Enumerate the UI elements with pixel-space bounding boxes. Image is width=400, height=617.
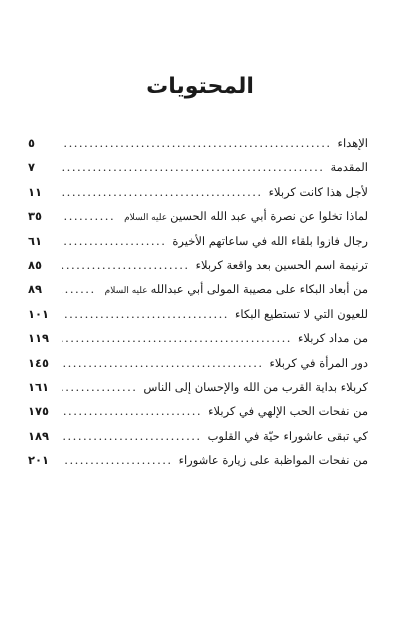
toc-entry[interactable] (28, 258, 368, 282)
toc-entry-title: لأجل هذا كانت كربلاء (268, 184, 368, 199)
honorific-symbol: عليه السلام (104, 286, 148, 297)
toc-entry-page: ٥ (28, 136, 36, 150)
toc-entry-title: الإهداء (337, 136, 368, 150)
toc-entry-title: كربلاء بداية القرب من الله والإحسان إلى الناس (143, 379, 368, 394)
table-of-contents (28, 136, 368, 477)
toc-entry-page: ١٧٥ (28, 404, 50, 419)
toc-entry[interactable] (28, 234, 368, 258)
honorific-symbol: عليه السلام (124, 213, 168, 224)
dot-leader (62, 356, 264, 370)
toc-entry-title (121, 209, 368, 223)
toc-entry[interactable] (28, 282, 368, 306)
toc-entry[interactable] (28, 356, 368, 380)
toc-entry-title: من نفحات المواظبة على زيارة عاشوراء (178, 453, 368, 468)
toc-entry[interactable] (28, 404, 368, 428)
dot-leader (62, 331, 292, 345)
toc-entry-title: للعيون التي لا تستطيع البكاء (234, 306, 368, 321)
toc-entry-page: ١١ (28, 184, 43, 199)
toc-entry-page: ٣٥ (28, 209, 43, 224)
dot-leader (62, 258, 190, 272)
dot-leader (62, 429, 202, 443)
toc-entry-page: ١١٩ (28, 331, 50, 346)
toc-entry[interactable] (28, 160, 368, 184)
toc-entry-page: ٨٥ (28, 257, 43, 272)
toc-entry-title: ترنيمة اسم الحسين بعد واقعة كربلاء (195, 257, 368, 272)
toc-entry[interactable] (28, 453, 368, 477)
page-title: المحتويات (146, 74, 254, 99)
toc-entry[interactable] (28, 209, 368, 233)
toc-entry[interactable] (28, 185, 368, 209)
toc-entry-title-text: من أبعاد البكاء على مصيبة المولى أبي عبدالله (150, 282, 368, 297)
toc-entry-page: ١٠١ (28, 306, 50, 321)
toc-entry[interactable] (28, 429, 368, 453)
dot-leader (62, 453, 173, 467)
toc-entry[interactable] (28, 380, 368, 404)
toc-entry-title (102, 282, 368, 296)
toc-entry[interactable] (28, 136, 368, 160)
toc-entry-title: رجال فازوا بلقاء الله في ساعاتهم الأخيرة (172, 233, 368, 248)
dot-leader (62, 160, 324, 174)
toc-entry-title: المقدمة (330, 160, 368, 175)
dot-leader (62, 282, 96, 296)
toc-entry[interactable] (28, 307, 368, 331)
toc-entry-title: دور المرأة في كربلاء (269, 355, 368, 370)
toc-entry-page: ٢٠١ (28, 453, 50, 468)
toc-entry-page: ١٨٩ (28, 428, 50, 443)
dot-leader (62, 185, 263, 199)
toc-entry-title-text: لماذا تخلوا عن نصرة أبي عبد الله الحسين (170, 209, 368, 224)
dot-leader (62, 380, 137, 394)
dot-leader (62, 404, 202, 418)
toc-entry-page: ٦١ (28, 233, 43, 248)
toc-entry-page: ٨٩ (28, 282, 43, 297)
toc-entry-title: كي تبقى عاشوراء حيّة في القلوب (207, 428, 368, 443)
toc-entry-page: ١٦١ (28, 379, 50, 394)
dot-leader (62, 307, 229, 321)
toc-entry-page: ١٤٥ (28, 355, 50, 370)
dot-leader (62, 234, 166, 248)
toc-entry-title: من نفحات الحب الإلهي في كربلاء (208, 404, 368, 419)
dot-leader (62, 136, 332, 150)
toc-entry-title: من مداد كربلاء (297, 331, 368, 346)
toc-entry-page: ٧ (28, 160, 36, 175)
dot-leader (62, 209, 115, 223)
toc-entry[interactable] (28, 331, 368, 355)
